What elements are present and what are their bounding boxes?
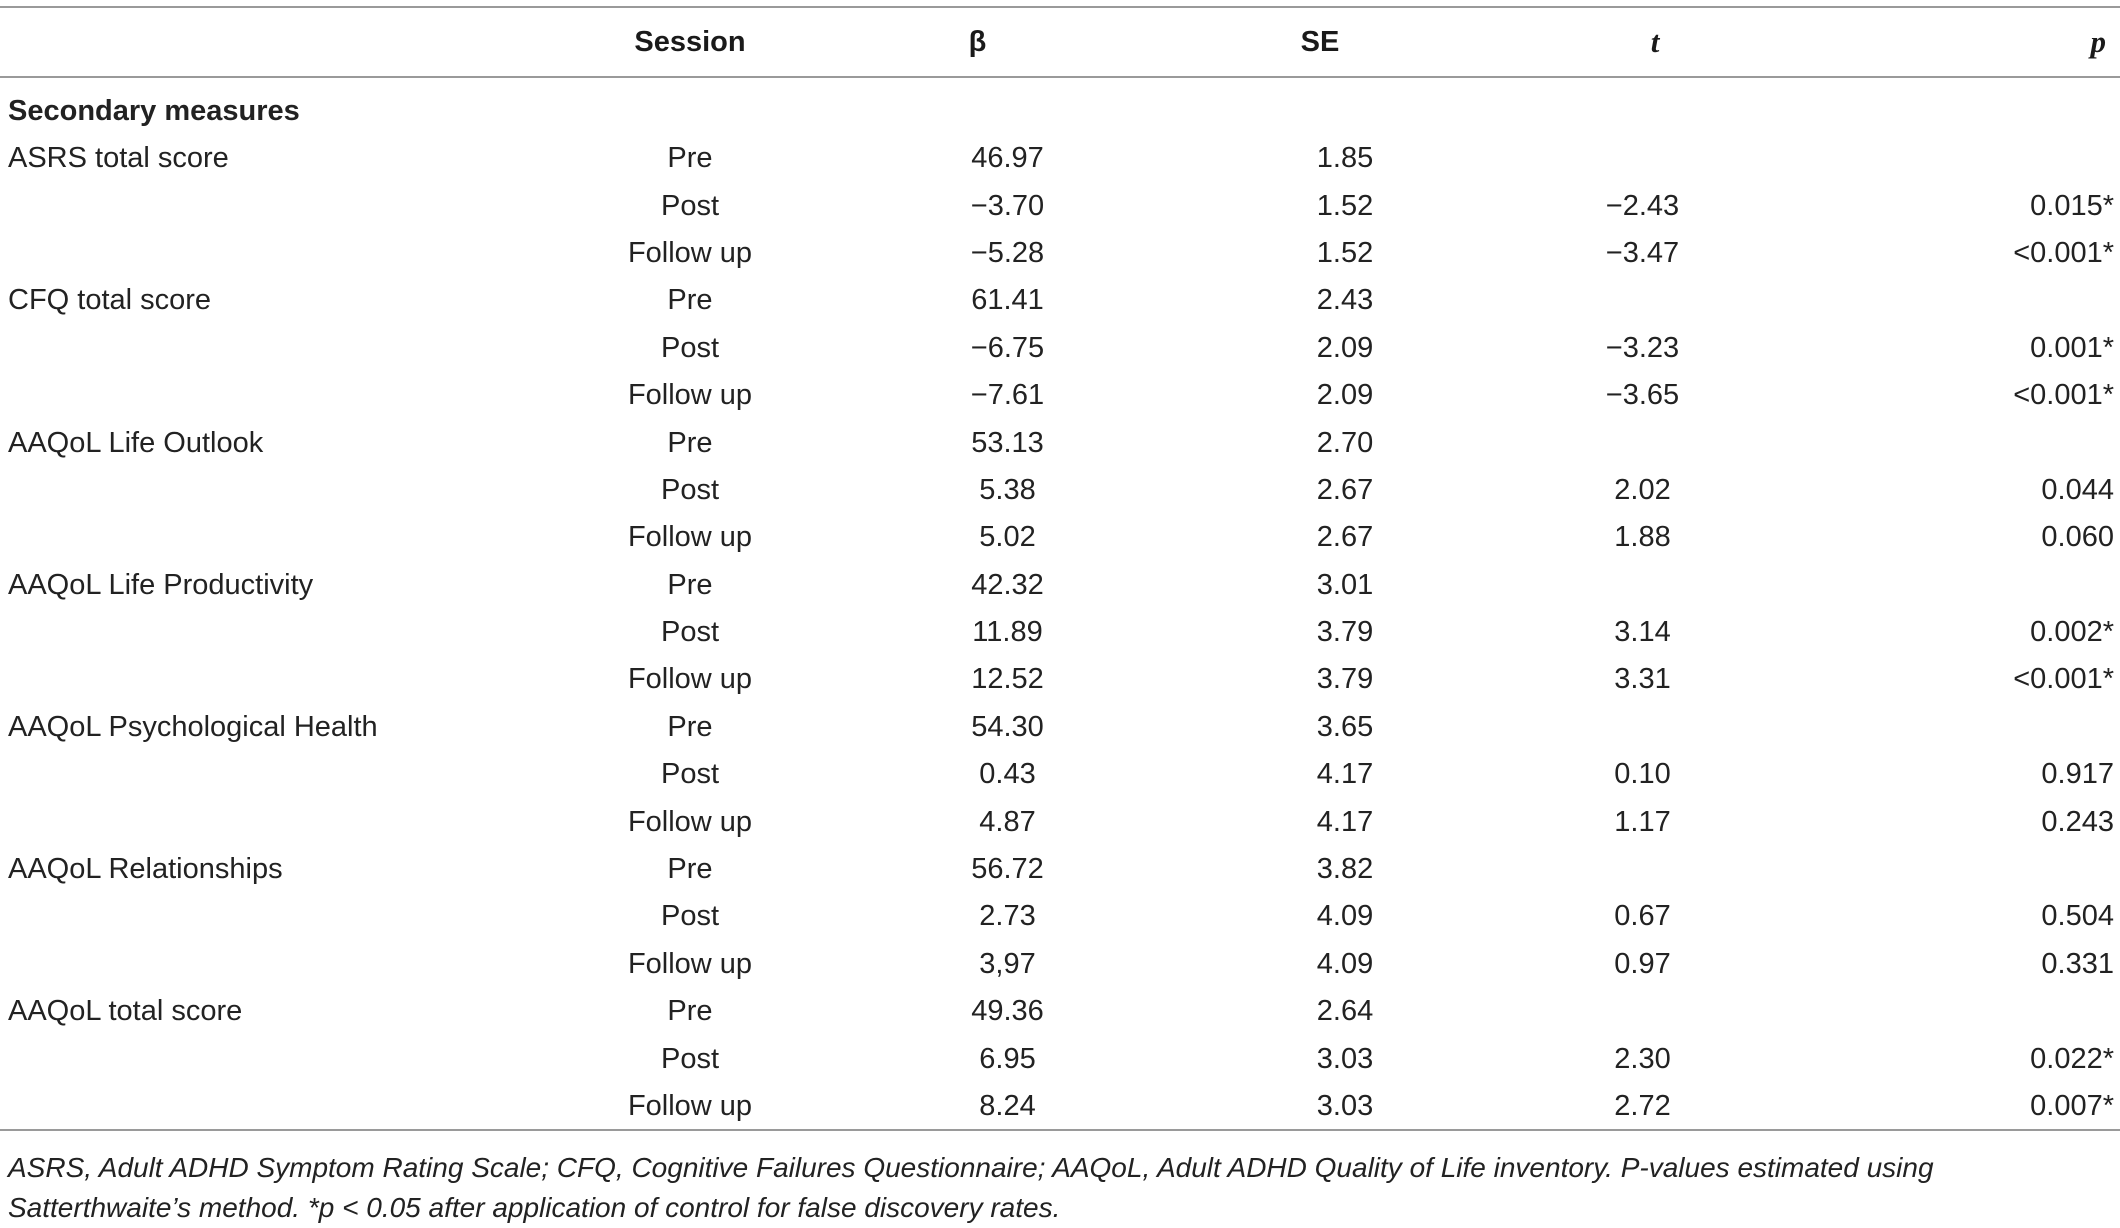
session-cell: Follow up — [627, 947, 753, 980]
session-cell: Pre — [667, 426, 713, 459]
table-row — [0, 230, 2120, 277]
header-beta: β — [968, 25, 987, 58]
measure-cell — [0, 1035, 600, 1082]
t-cell: −3.65 — [1605, 379, 1680, 412]
table-row — [0, 277, 2120, 324]
header-t: t — [1650, 24, 1660, 59]
t-cell: 2.72 — [1614, 1089, 1671, 1122]
se-cell: 4.17 — [1316, 758, 1374, 791]
table-row — [0, 562, 2120, 609]
se-cell: 3.65 — [1316, 710, 1374, 743]
t-cell: 0.97 — [1614, 947, 1671, 980]
table-row — [0, 988, 2120, 1035]
session-cell: Post — [660, 758, 720, 791]
t-cell — [1465, 562, 1845, 609]
table-row — [0, 1035, 2120, 1082]
table-row — [0, 1083, 2120, 1130]
p-cell: 0.243 — [2041, 805, 2114, 838]
measure-cell — [0, 798, 600, 845]
measure-cell: AAQoL Psychological Health — [8, 710, 378, 743]
table-footnote: ASRS, Adult ADHD Symptom Rating Scale; CFQ, Cognitive Failures Questionnaire; AAQoL, Adult ADHD Quality of Life inventory. P-values estimated using Satterthwaite’s method. *p < 0.05 after application of control for false discovery rates. — [8, 1152, 1934, 1223]
table-row — [0, 609, 2120, 656]
session-cell: Post — [660, 331, 720, 364]
se-cell: 3.79 — [1316, 663, 1374, 696]
p-cell: 0.007* — [2030, 1089, 2114, 1122]
beta-cell: 12.52 — [971, 663, 1044, 696]
results-table — [0, 6, 2120, 1131]
beta-cell: 0.43 — [979, 758, 1036, 791]
se-cell: 3.03 — [1316, 1089, 1374, 1122]
measure-cell — [0, 182, 600, 229]
p-cell: 0.002* — [2030, 616, 2114, 649]
session-cell: Pre — [667, 568, 713, 601]
t-cell — [1465, 135, 1845, 182]
p-cell — [1845, 277, 2120, 324]
table-header-row — [0, 7, 2120, 77]
table-row — [0, 704, 2120, 751]
measure-cell: ASRS total score — [8, 142, 229, 175]
t-cell — [1465, 988, 1845, 1035]
beta-cell: −5.28 — [970, 236, 1045, 269]
measure-cell: AAQoL Life Productivity — [8, 568, 314, 601]
t-cell: 1.17 — [1614, 805, 1671, 838]
p-cell: 0.015* — [2030, 189, 2114, 222]
beta-cell: 42.32 — [971, 568, 1044, 601]
measure-cell — [0, 1083, 600, 1130]
session-cell: Post — [660, 189, 720, 222]
beta-cell: 8.24 — [979, 1089, 1036, 1122]
t-cell: 0.10 — [1614, 758, 1671, 791]
beta-cell: 56.72 — [971, 853, 1044, 886]
measure-cell: AAQoL Life Outlook — [8, 426, 264, 459]
measure-cell — [0, 941, 600, 988]
beta-cell: −6.75 — [970, 331, 1045, 364]
table-row — [0, 325, 2120, 372]
measure-cell: CFQ total score — [8, 284, 212, 317]
p-cell: <0.001* — [2013, 663, 2114, 696]
beta-cell: 5.02 — [979, 521, 1036, 554]
session-cell: Pre — [667, 710, 713, 743]
measure-cell: AAQoL total score — [8, 995, 243, 1028]
beta-cell: 54.30 — [971, 710, 1044, 743]
p-cell: 0.022* — [2030, 1042, 2114, 1075]
t-cell: 3.14 — [1614, 616, 1671, 649]
p-cell: 0.001* — [2030, 331, 2114, 364]
t-cell: 0.67 — [1614, 900, 1671, 933]
se-cell: 4.17 — [1316, 805, 1374, 838]
session-cell: Pre — [667, 853, 713, 886]
session-cell: Post — [660, 616, 720, 649]
se-cell: 4.09 — [1316, 900, 1374, 933]
table-row — [0, 514, 2120, 561]
session-cell: Post — [660, 900, 720, 933]
session-cell: Follow up — [627, 236, 753, 269]
session-cell: Follow up — [627, 521, 753, 554]
p-cell — [1845, 419, 2120, 466]
beta-cell: 53.13 — [971, 426, 1044, 459]
beta-cell: −7.61 — [970, 379, 1045, 412]
p-cell: 0.060 — [2041, 521, 2114, 554]
table-row — [0, 846, 2120, 893]
t-cell: 2.02 — [1614, 473, 1671, 506]
table-row — [0, 751, 2120, 798]
table-row — [0, 656, 2120, 703]
header-se: SE — [1300, 25, 1340, 58]
beta-cell: 61.41 — [971, 284, 1044, 317]
section-title: Secondary measures — [8, 95, 300, 127]
beta-cell: 49.36 — [971, 995, 1044, 1028]
se-cell: 1.52 — [1316, 189, 1374, 222]
beta-cell: 11.89 — [972, 616, 1043, 649]
measure-cell — [0, 893, 600, 940]
table-row — [0, 941, 2120, 988]
se-cell: 3.01 — [1316, 568, 1374, 601]
header-p: p — [2090, 24, 2106, 59]
p-cell: 0.331 — [2041, 947, 2114, 980]
session-cell: Follow up — [627, 805, 753, 838]
se-cell: 2.09 — [1316, 331, 1374, 364]
beta-cell: 5.38 — [979, 473, 1036, 506]
measure-cell — [0, 514, 600, 561]
section-row — [0, 77, 2120, 135]
t-cell: 2.30 — [1614, 1042, 1671, 1075]
session-cell: Follow up — [627, 663, 753, 696]
se-cell: 3.03 — [1316, 1042, 1374, 1075]
p-cell — [1845, 988, 2120, 1035]
table-row — [0, 419, 2120, 466]
measure-cell — [0, 609, 600, 656]
se-cell: 2.09 — [1316, 379, 1374, 412]
session-cell: Pre — [667, 995, 713, 1028]
measure-cell: AAQoL Relationships — [8, 853, 283, 886]
se-cell: 2.67 — [1316, 521, 1374, 554]
table-row — [0, 893, 2120, 940]
measure-cell — [0, 230, 600, 277]
se-cell: 2.43 — [1316, 284, 1374, 317]
header-measure — [0, 7, 600, 77]
session-cell: Pre — [667, 142, 713, 175]
p-cell: 0.504 — [2041, 900, 2114, 933]
se-cell: 4.09 — [1316, 947, 1374, 980]
p-cell — [1845, 704, 2120, 751]
p-cell — [1845, 846, 2120, 893]
table-row — [0, 182, 2120, 229]
t-cell — [1465, 846, 1845, 893]
session-cell: Post — [660, 1042, 720, 1075]
p-cell: 0.044 — [2041, 473, 2114, 506]
session-cell: Post — [660, 473, 720, 506]
t-cell: −3.23 — [1605, 331, 1680, 364]
se-cell: 3.79 — [1316, 616, 1374, 649]
beta-cell: 4.87 — [979, 805, 1036, 838]
p-cell: 0.917 — [2041, 758, 2114, 791]
t-cell: −3.47 — [1605, 236, 1680, 269]
session-cell: Follow up — [627, 379, 753, 412]
measure-cell — [0, 372, 600, 419]
t-cell: 1.88 — [1614, 521, 1671, 554]
table-row — [0, 135, 2120, 182]
t-cell — [1465, 704, 1845, 751]
p-cell — [1845, 562, 2120, 609]
table-row — [0, 372, 2120, 419]
beta-cell: 46.97 — [971, 142, 1044, 175]
header-session: Session — [634, 25, 746, 58]
t-cell — [1465, 277, 1845, 324]
measure-cell — [0, 751, 600, 798]
se-cell: 2.67 — [1316, 473, 1374, 506]
session-cell: Follow up — [627, 1089, 753, 1122]
t-cell: 3.31 — [1614, 663, 1671, 696]
table-body — [0, 77, 2120, 1130]
table-row — [0, 467, 2120, 514]
measure-cell — [0, 325, 600, 372]
measure-cell — [0, 467, 600, 514]
se-cell: 1.85 — [1316, 142, 1374, 175]
beta-cell: 2.73 — [979, 900, 1036, 933]
table-row — [0, 798, 2120, 845]
beta-cell: 6.95 — [979, 1042, 1036, 1075]
p-cell — [1845, 135, 2120, 182]
se-cell: 3.82 — [1316, 853, 1374, 886]
beta-cell: 3,97 — [979, 947, 1036, 980]
session-cell: Pre — [667, 284, 713, 317]
t-cell — [1465, 419, 1845, 466]
p-cell: <0.001* — [2013, 236, 2114, 269]
se-cell: 2.64 — [1316, 995, 1374, 1028]
beta-cell: −3.70 — [970, 189, 1045, 222]
p-cell: <0.001* — [2013, 379, 2114, 412]
se-cell: 2.70 — [1316, 426, 1374, 459]
se-cell: 1.52 — [1316, 236, 1374, 269]
t-cell: −2.43 — [1605, 189, 1680, 222]
measure-cell — [0, 656, 600, 703]
